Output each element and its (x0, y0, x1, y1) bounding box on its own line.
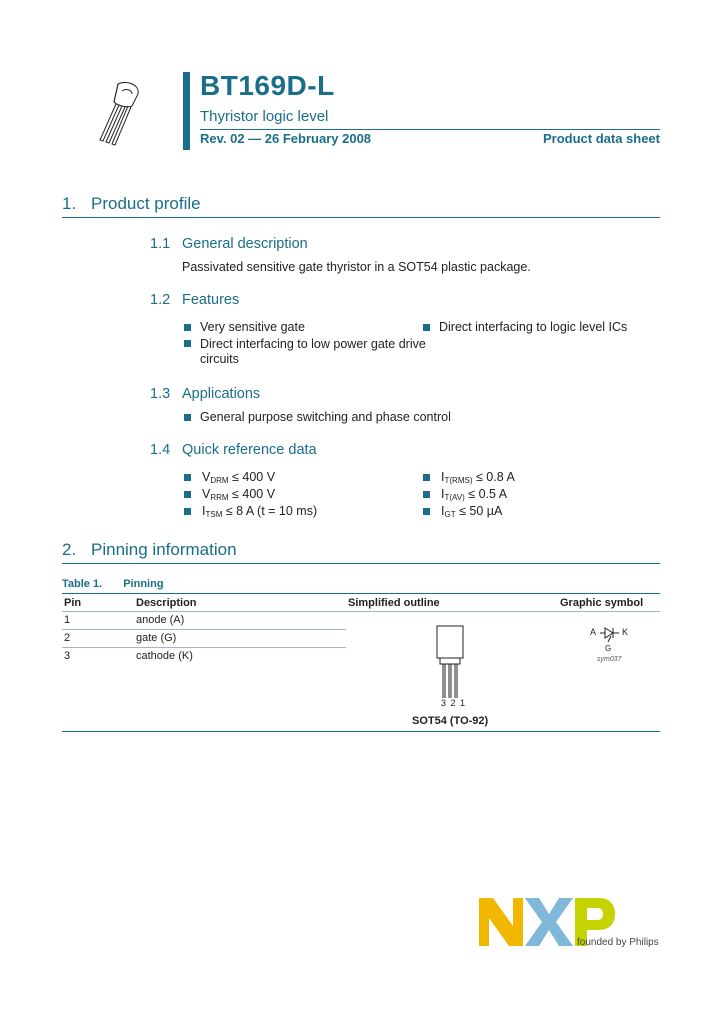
bullet-icon (423, 508, 430, 515)
heading-quick-reference: 1.4 Quick reference data (150, 442, 317, 458)
application-item: General purpose switching and phase control (200, 410, 451, 424)
qref-itsm: $I_{TSM} \le 8$ A (t = 10 ms) (202, 504, 318, 519)
bullet-icon (423, 324, 430, 331)
bullet-icon (184, 474, 191, 481)
qref-vrrm: $V_{RRM} \le 400$ V (202, 487, 276, 502)
bullet-icon (423, 474, 430, 481)
header-divider (200, 129, 660, 130)
qref-vdrm: $V_{DRM} \le 400$ V (202, 470, 276, 485)
table-row-desc: cathode (K) (136, 650, 193, 662)
package-illustration (92, 78, 152, 148)
feature-item-continued: circuits (200, 352, 239, 366)
heading-general-description: 1.1 General description (150, 236, 308, 252)
table-header-rule (62, 611, 660, 612)
section-2-rule (62, 563, 660, 564)
bullet-icon (184, 414, 191, 421)
section-1-rule (62, 217, 660, 218)
bullet-icon (184, 491, 191, 498)
table-header-description: Description (136, 597, 197, 609)
table-row-rule (62, 629, 346, 630)
part-number-title: BT169D-L (200, 70, 335, 101)
outline-pin-labels: 3 2 1 (441, 698, 467, 708)
table-header-pin: Pin (64, 597, 82, 609)
feature-item: Direct interfacing to logic level ICs (439, 320, 628, 334)
qref-itav: $I_{T(AV)} \le 0.5$ A (441, 487, 508, 502)
outline-caption: SOT54 (TO-92) (412, 715, 489, 727)
table-header-symbol: Graphic symbol (560, 597, 644, 609)
section-1-heading: 1. Product profile (62, 194, 201, 213)
bullet-icon (184, 324, 191, 331)
table-header-outline: Simplified outline (348, 597, 440, 609)
heading-features: 1.2 Features (150, 292, 240, 308)
table-row-rule (62, 647, 346, 648)
table-caption: Table 1. Pinning (62, 578, 164, 590)
sot54-outline-drawing (432, 624, 468, 708)
logo-tagline: founded by Philips (577, 937, 659, 948)
bullet-icon (184, 340, 191, 347)
table-bottom-rule (62, 731, 660, 732)
table-row-pin: 3 (64, 650, 71, 662)
bullet-icon (184, 508, 191, 515)
heading-applications: 1.3 Applications (150, 386, 261, 402)
qref-igt: $I_{GT} \le 50$ µA (441, 504, 503, 519)
doc-type: Product data sheet (542, 131, 660, 146)
symbol-gate-label: G (605, 644, 612, 653)
symbol-code: sym037 (597, 656, 622, 663)
table-row-pin: 2 (64, 632, 71, 644)
general-description-text: Passivated sensitive gate thyristor in a SOT54 plastic package. (182, 260, 531, 274)
table-row-desc: gate (G) (136, 632, 177, 644)
table-row-desc: anode (A) (136, 614, 185, 626)
feature-item: Very sensitive gate (200, 320, 305, 334)
section-2-heading: 2. Pinning information (62, 540, 237, 559)
symbol-cathode-label: K (622, 627, 629, 637)
title-accent-bar (183, 72, 190, 150)
thyristor-symbol-icon (599, 627, 621, 645)
symbol-anode-label: A (590, 627, 597, 637)
feature-item: Direct interfacing to low power gate drive (200, 337, 426, 351)
revision: Rev. 02 — 26 February 2008 (200, 131, 372, 146)
table-top-rule (62, 593, 660, 594)
qref-itrms: $I_{T(RMS)} \le 0.8$ A (441, 470, 515, 485)
table-row-pin: 1 (64, 614, 71, 626)
subtitle: Thyristor logic level (200, 108, 329, 125)
bullet-icon (423, 491, 430, 498)
